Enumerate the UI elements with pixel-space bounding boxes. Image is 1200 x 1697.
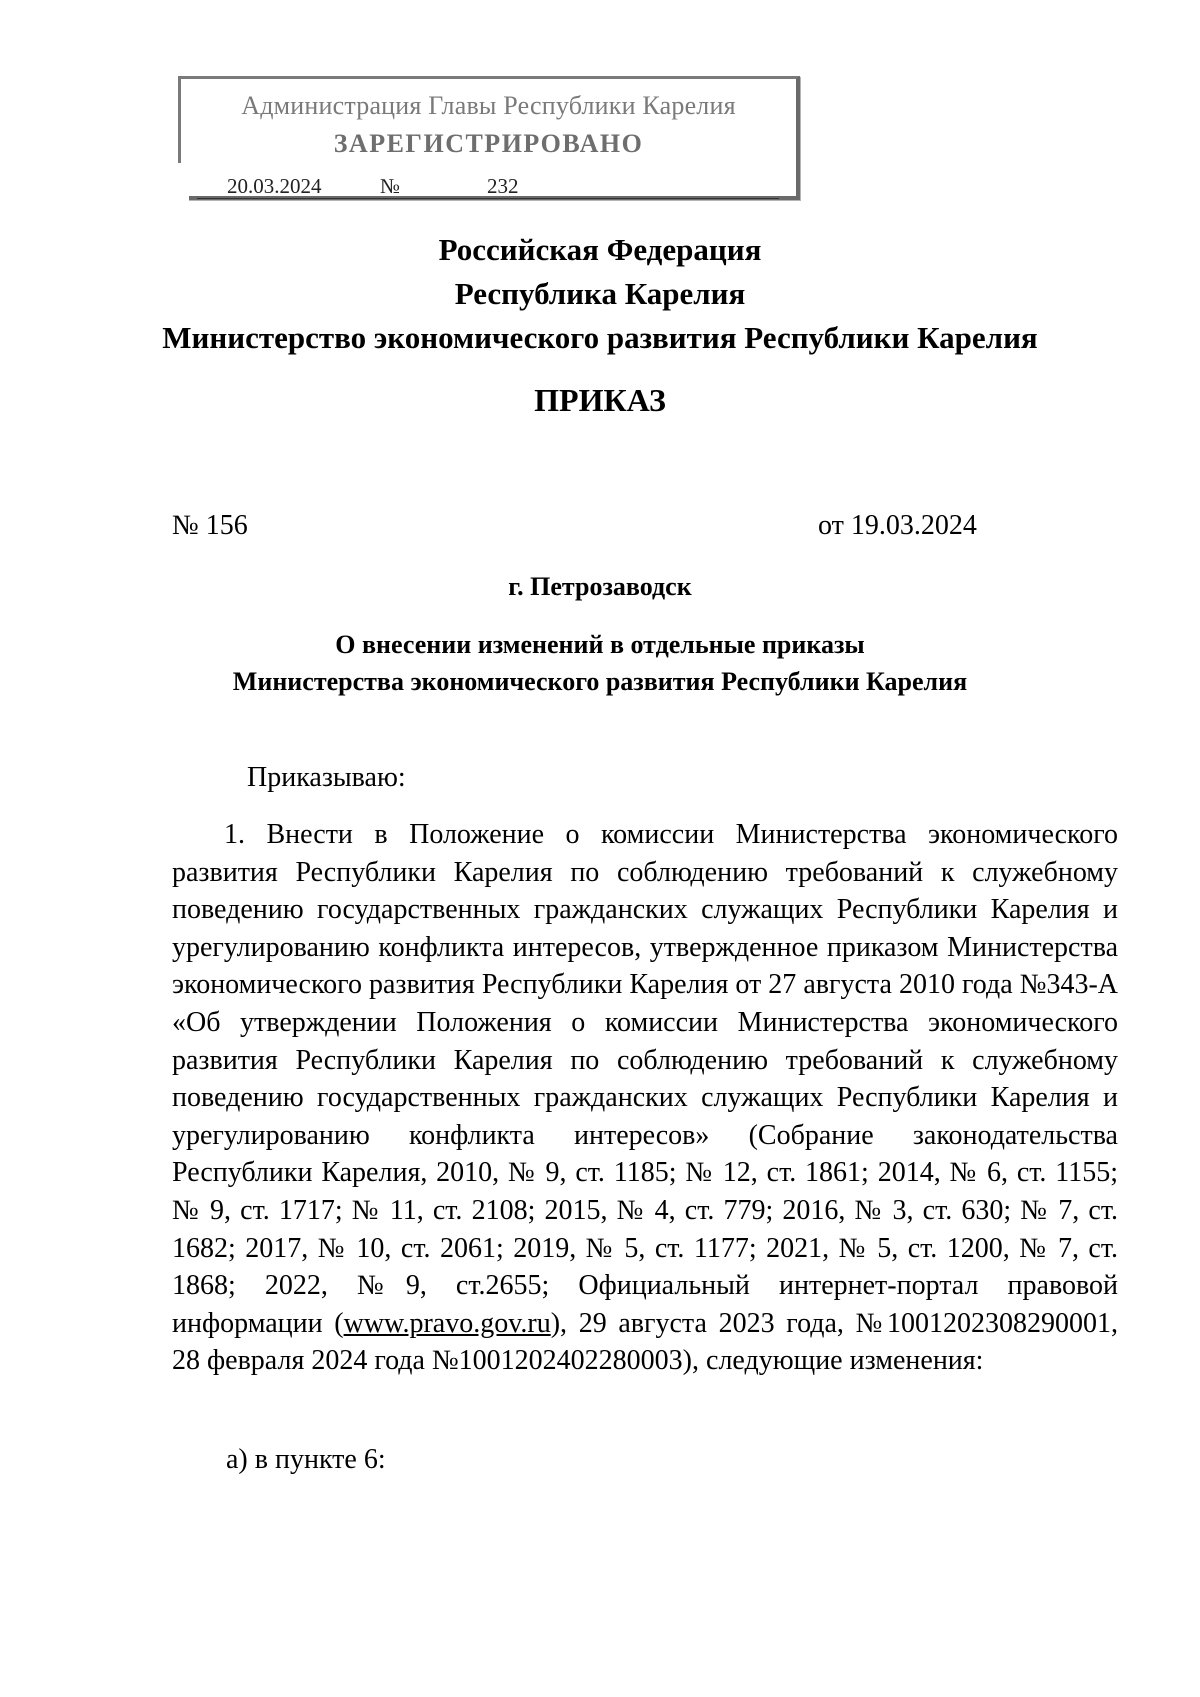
subject-line-2: Министерства экономического развития Республики Карелия [232,667,968,696]
document-type-title: ПРИКАЗ [534,382,666,418]
city-name: г. Петрозаводск [508,572,692,601]
stamp-authority: Администрация Главы Республики Карелия [241,91,736,120]
stamp-registration-number: 232 [487,174,519,198]
sub-item-a: а) в пункте 6: [226,1444,386,1475]
header-country: Российская Федерация [438,232,762,267]
registration-stamp [178,76,800,200]
stamp-registered-label: ЗАРЕГИСТРИРОВАНО [333,129,644,158]
pravo-gov-link[interactable]: www.pravo.gov.ru [343,1307,551,1339]
paragraph-1-text-before-link: 1. Внести в Положение о комиссии Министерства экономического развития Республики Карелия по соблюдению требований к служебному поведению государственных гражданских служащих Республики Карелия и урегулированию конфликта интересов, утвержденное приказом Министерства экономического развития Республики Карелия от 27 августа 2010 года №343-А «Об утверждении Положения о комиссии Министерства экономического развития Республики Карелия по соблюдению требований к служебному поведению государственных гражданских служащих Республики Карелия и урегулированию конфликта интересов» (Собрание законодательства Республики Карелия, 2010, № 9, ст. 1185; № 12, ст. 1861; 2014, № 6, ст. 1155; № 9, ст. 1717; № 11, ст. 2108; 2015, № 4, ст. 779; 2016, № 3, ст. 630; № 7, ст. 1682; 2017, № 10, ст. 2061; 2019, № 5, ст. 1177; 2021, № 5, ст. 1200, № 7, ст. 1868; 2022, №9, ст.2655; Официальный интернет-портал правовой информации ( [172,819,1118,1339]
stamp-number-sign: № [380,174,401,198]
stamp-border-gap [177,163,189,205]
order-intro: Приказываю: [247,762,406,793]
order-number: № 156 [172,510,248,541]
paragraph-1 [172,816,1118,1380]
stamp-underline [197,198,779,199]
header-ministry: Министерство экономического развития Республики Карелия [162,320,1038,355]
order-date: от 19.03.2024 [818,510,977,541]
subject-line-1: О внесении изменений в отдельные приказы [335,630,865,659]
stamp-registration-date: 20.03.2024 [227,174,322,198]
header-republic: Республика Карелия [454,276,746,311]
paragraph-1-text-after-link: ), 29 августа 2023 года, №1001202308290001, 28 февраля 2024 года №1001202402280003), следующие изменения: [172,1307,1118,1377]
